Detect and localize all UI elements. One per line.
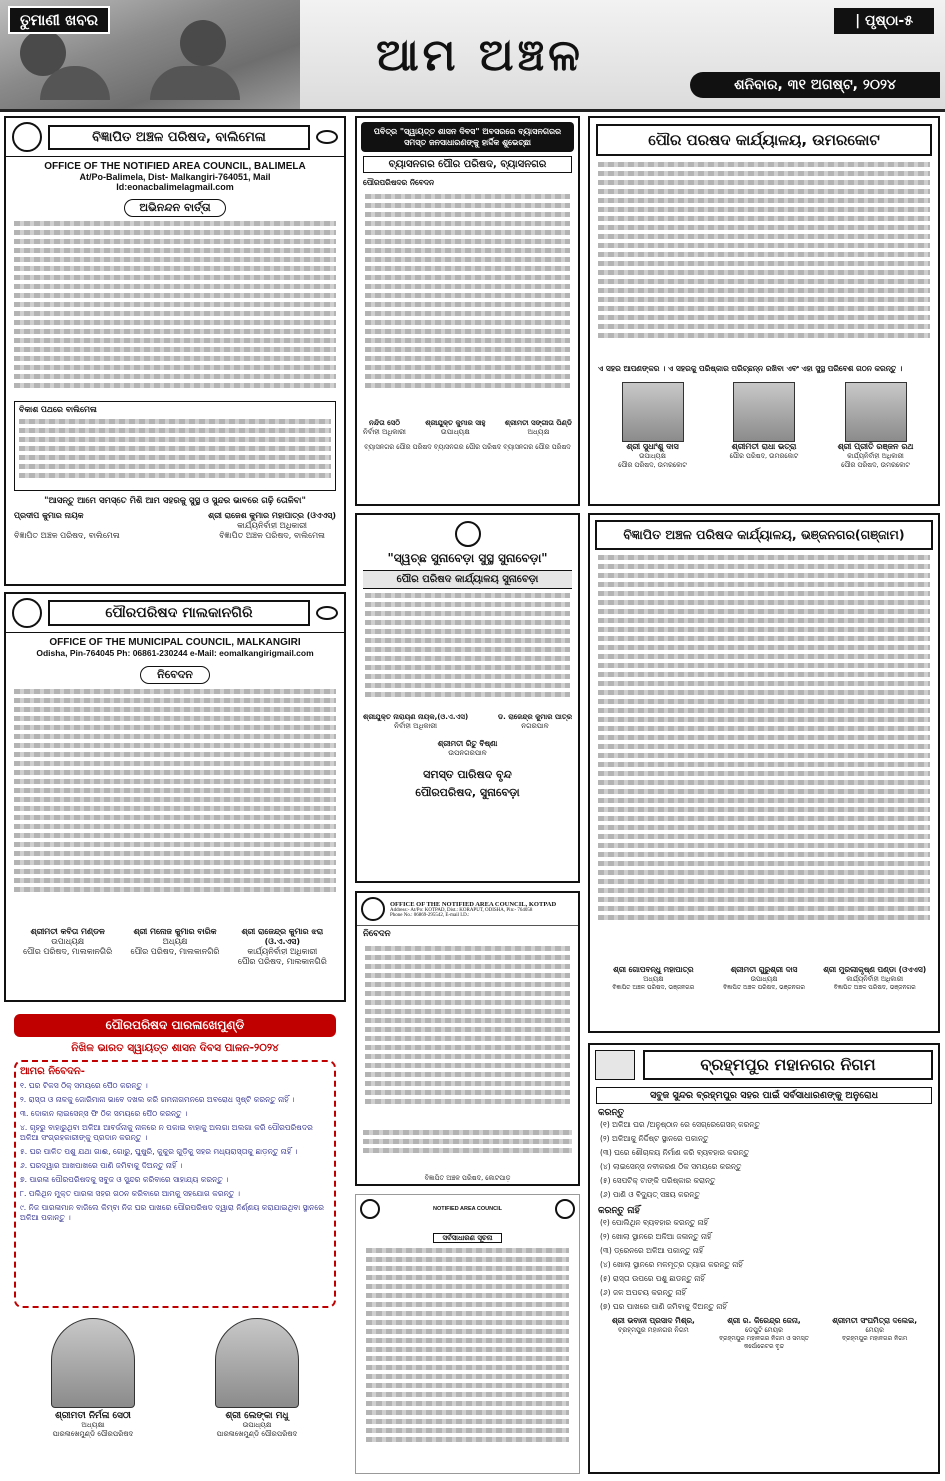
sunabeda-footer2: ପୌରପରିଷଦ, ସୁନାବେଡ଼ା xyxy=(415,786,520,799)
nac-logo-icon xyxy=(360,1199,380,1219)
list-item: ୮. ପଲିଥିନ ମୁକ୍ତ ପାରଳା ସହର ଗଠନ କରିବାରେ ଆମକୁ ସହଯୋଗ କରନ୍ତୁ । xyxy=(20,1189,241,1198)
balimela-body xyxy=(6,221,344,401)
paralakhemundi-p1-org: ପାରଳାଖେମୁଣ୍ଡି ପୌରପରିଷଦ xyxy=(52,1430,134,1438)
sunabeda-sign3-role: ଉପନଗରପାଳ xyxy=(448,749,487,757)
kotpad-signatures xyxy=(357,1130,578,1174)
balimela-notice-head: ବିକାଶ ପଥରେ ବାଲିମେଳା xyxy=(19,405,97,414)
umerkote-p1-role: ଉପାଧ୍ୟକ୍ଷ xyxy=(639,452,666,460)
vyasanagar-sign2-role: ଉପାଧ୍ୟକ୍ଷ xyxy=(440,428,470,436)
brahmapur-sign1-org: ବ୍ରହ୍ମପୁର ମହାନଗର ନିଗମ xyxy=(617,1326,689,1334)
bhanjanagar-sign1-name: ଶ୍ରୀ ଗୋପବନ୍ଧୁ ମହାପାତ୍ର xyxy=(613,965,694,974)
paralakhemundi-notice-head: ଆମର ନିବେଦନ- xyxy=(20,1066,85,1077)
sunabeda-footer1: ସମସ୍ତ ପାରିଷଦ ବୃନ୍ଦ xyxy=(423,768,512,781)
list-item: (୧) ଅଳିଆ ଘର /ଅନୁଷ୍ଠାନ ରେ ସେଗ୍ରେଗେସନ୍ କରନ୍ତୁ xyxy=(600,1120,760,1129)
vyasanagar-sign1-name: ନନ୍ଦିତା ସେଠି xyxy=(369,419,400,427)
list-item: ୧. ଘର ଟିକସ ଠିକ୍ ସମୟରେ ପୈଠ କରନ୍ତୁ । xyxy=(20,1081,148,1090)
bhanjanagar-sign1-role: ଅଧ୍ୟକ୍ଷ xyxy=(643,975,664,983)
list-item: (୬) ପାଣି ଓ ବିଦ୍ୟୁତ୍ ସଞ୍ଚୟ କରନ୍ତୁ xyxy=(600,1190,700,1199)
list-item: ୭. ପାରଳା ପୌରପରିଷଦକୁ ସବୁଜ ଓ ସୁନ୍ଦର କରିବାରେ ସାହାଯ୍ୟ କରନ୍ତୁ । xyxy=(20,1175,229,1184)
paralakhemundi-title: ପୌରପରିଷଦ ପାରଳାଖେମୁଣ୍ଡି xyxy=(14,1014,336,1037)
vyasanagar-subtitle: ପୌରପରିଷଦର ନିବେଦନ xyxy=(363,178,435,187)
tree-shape xyxy=(180,20,226,66)
list-item: (୩) ଡ୍ରେନରେ ଅଳିଆ ପକାନ୍ତୁ ନାହିଁ xyxy=(600,1246,704,1255)
paralakhemundi-subtitle: ନିଖିଳ ଭାରତ ସ୍ୱାୟତ୍ତ ଶାସନ ଦିବସ ପାଳନ-୨୦୨୪ xyxy=(71,1042,279,1054)
list-item: ୫. ଘର ପାଳିତ ପଶୁ ଯଥା ଗାଈ, ଗୋରୁ, ଘୁଷୁରି, କୁକୁର ଗୁଡ଼ିକୁ ସହର ମଧ୍ୟରାସ୍ତାକୁ ଛାଡ଼ନ୍ତୁ ନାହିଁ । xyxy=(20,1147,298,1156)
bhanjanagar-body xyxy=(590,555,938,965)
balimela-sign1-role: ବିଜ୍ଞାପିତ ଅଞ୍ଚଳ ପରିଷଦ, ବାଲିମେଳା xyxy=(14,531,120,540)
kotpad-sig-org: ବିଜ୍ଞାପିତ ଅଞ୍ଚଳ ପରିଷଦ, କୋଟପାଡ଼ xyxy=(424,1174,511,1182)
paralakhemundi-notice xyxy=(14,1060,336,1308)
nac-body xyxy=(356,1248,579,1468)
list-item: (୨) ଅଳିଆକୁ ନିର୍ଦ୍ଦିଷ୍ଟ ସ୍ଥାନରେ ପକାନ୍ତୁ xyxy=(600,1134,709,1143)
list-item: (୫) ରାସ୍ତା ଉପରେ ପଶୁ ଛାଡନ୍ତୁ ନାହିଁ xyxy=(600,1274,705,1283)
brahmapur-sign2-role: ଡେପୁଟି ମେୟର xyxy=(745,1326,783,1334)
balimela-sign1-name: ପ୍ରଦୀପ କୁମାର ନାୟକ xyxy=(14,511,84,520)
paralakhemundi-list xyxy=(20,1081,330,1223)
bhanjanagar-sign3-name: ଶ୍ରୀ ମୁରଲୀକୃଷ୍ଣ ପଣ୍ଡା (ଓଏଏସ) xyxy=(823,965,927,974)
umerkote-p1-org: ପୌର ପରିଷଦ, ଉମରକୋଟ xyxy=(618,461,687,469)
paralakhemundi-ad xyxy=(4,1008,346,1474)
malkangiri-sign1-name: ଶ୍ରୀମତୀ କବିତା ମଣ୍ଡଳ xyxy=(30,927,105,936)
balimela-title: ବିଜ୍ଞାପିତ ଅଞ୍ଚଳ ପରିଷଦ, ବାଲିମେଳା xyxy=(48,125,310,150)
paralakhemundi-p1-role: ଅଧ୍ୟକ୍ଷା xyxy=(81,1421,105,1429)
vyasanagar-body xyxy=(357,194,578,419)
umerkote-p3-role: କାର୍ଯ୍ୟନିର୍ବାହୀ ଅଧିକାରୀ xyxy=(847,452,904,460)
list-item: (୪) ଖୋଲା ସ୍ଥାନରେ ମଳମୂତ୍ର ତ୍ୟାଗ କରନ୍ତୁ ନାହିଁ xyxy=(600,1260,743,1269)
bhanjanagar-sign2-role: ଉପାଧ୍ୟକ୍ଷ xyxy=(750,975,778,983)
sunabeda-sign3-name: ଶ୍ରୀମତୀ ରିତୁ ବିଷ୍ଣା xyxy=(437,739,498,748)
balimela-eng-title: OFFICE OF THE NOTIFIED AREA COUNCIL, BALIMELA xyxy=(44,161,306,172)
kotpad-body xyxy=(357,946,578,1126)
bhanjanagar-ad xyxy=(588,513,940,1033)
odisha-emblem-icon xyxy=(12,598,42,628)
brahmapur-dont-list xyxy=(590,1218,938,1312)
vyasanagar-sign3-name: ଶ୍ରୀମତୀ ସଙ୍ଗୀତା ପିଣ୍ଡି xyxy=(504,419,572,427)
list-item: (୭) ଘର ପାଖରେ ପାଣି ଜମିବାକୁ ଦିଅନ୍ତୁ ନାହିଁ xyxy=(600,1302,727,1311)
date-bar: ଶନିବାର, ୩୧ ଅଗଷ୍ଟ, ୨୦୨୪ xyxy=(690,72,940,98)
lenka-madhu-photo xyxy=(215,1318,299,1408)
list-item: ୩. ଦୋକାନ ଲାଇସେନ୍ସ ଫି ଠିକ ସମୟରେ ପୈଠ କରନ୍ତୁ । xyxy=(20,1109,188,1118)
balimela-sign2-org: ବିଜ୍ଞାପିତ ଅଞ୍ଚଳ ପରିଷଦ, ବାଲିମେଳା xyxy=(219,531,325,540)
umerkote-p2-name: ଶ୍ରୀମତୀ ରାଧା ଭତ୍ରା xyxy=(731,442,797,451)
malkangiri-sign2-name: ଶ୍ରୀ ମନୋଜ କୁମାର ବାରିକ xyxy=(133,927,217,936)
odisha-emblem-icon xyxy=(555,1199,575,1219)
sunabeda-body xyxy=(357,593,578,713)
sudhanshu-das-photo xyxy=(622,382,684,442)
kotpad-phone: Phone No.: 06869-295542, E-mail I.D.: xyxy=(390,912,470,918)
brahmapur-do-head: କରନ୍ତୁ xyxy=(598,1108,625,1118)
odisha-emblem-icon xyxy=(361,897,385,921)
brahmapur-appeal: ସବୁଜ ସୁନ୍ଦର ବ୍ରହ୍ମପୁର ସହର ପାଇଁ ସର୍ବସାଧାରଣଙ୍କୁ ଅନୁରୋଧ xyxy=(596,1087,932,1104)
hut-shape xyxy=(150,66,240,100)
kotpad-address: Address:- At/Po: KOTPAD, Dist.: KORAPUT, ODISHA, Pin:- 764058 xyxy=(390,907,533,913)
nac-header: NOTIFIED AREA COUNCIL xyxy=(433,1206,502,1212)
vyasanagar-sign1-role: ନିର୍ବାହୀ ଅଧିକାରୀ xyxy=(363,428,406,436)
umerkote-p3-org: ପୌର ପରିଷଦ, ଉମରକୋଟ xyxy=(841,461,910,469)
balimela-address: At/Po-Balimela, Dist- Malkangiri-764051, Mail xyxy=(79,172,271,182)
malkangiri-sign2-org: ପୌର ପରିଷଦ, ମାଲକାନଗିରି xyxy=(130,947,220,956)
sunabeda-sign2-name: ଡ. ରାଜେନ୍ଦ୍ର କୁମାର ପାତ୍ର xyxy=(497,713,572,721)
bhanjanagar-title: ବିଜ୍ଞାପିତ ଅଞ୍ଚଳ ପରିଷଦ କାର୍ଯ୍ୟାଳୟ, ଭଞ୍ଜନଗର(ଗଞ୍ଜାମ) xyxy=(595,520,933,550)
brahmapur-sign2-name: ଶ୍ରୀ ର. କିରେନ୍ଦ୍ର ଜେନା, xyxy=(727,1316,801,1325)
vyasanagar-banner: ପବିତ୍ର "ସ୍ୱାୟତ୍ତ ଶାସନ ଦିବସ" ଅବସରରେ ବ୍ୟାସନଗରର ସମସ୍ତ ଜନସାଧାରଣଙ୍କୁ ହାର୍ଦ୍ଦିକ ଶୁଭେଚ୍ଛା xyxy=(361,122,574,152)
masthead xyxy=(0,0,945,112)
list-item: (୫) ସେପଟିକ୍ ଟାଙ୍କି ପରିଷ୍କାର କରାନ୍ତୁ xyxy=(600,1176,716,1185)
malkangiri-body xyxy=(6,689,344,919)
umerkote-title: ପୌର ପରଷଦ କାର୍ଯ୍ୟାଳୟ, ଉମରକୋଟ xyxy=(596,124,932,156)
umerkote-p3-name: ଶ୍ରୀ ପ୍ରୀତି ରଞ୍ଜନ ରଥ xyxy=(837,442,914,451)
umerkote-body xyxy=(590,162,938,362)
brahmapur-dont-head: କରନ୍ତୁ ନାହିଁ xyxy=(598,1206,640,1216)
brahmapur-sign2-org: ବ୍ରହ୍ମପୁର ମହାନଗର ନିଗମ ଓ ସମସ୍ତ କର୍ପୋରେଟର ବୃନ୍ଦ xyxy=(719,1335,809,1350)
page-number: | ପୃଷ୍ଠା-୫ xyxy=(834,8,934,34)
kotpad-ad xyxy=(355,891,580,1186)
kotpad-subtitle: ନିବେଦନ xyxy=(363,929,391,939)
swachh-glasses-icon xyxy=(316,606,338,620)
vyasanagar-sign2-name: ଶ୍ରୀଯୁକ୍ତ କୁମାର ସାହୁ xyxy=(425,419,486,427)
balimela-notice-box xyxy=(14,401,336,491)
paralakhemundi-p2-role: ଉପାଧ୍ୟକ୍ଷ xyxy=(242,1421,272,1429)
brahmapur-sign3-role: ମେୟର xyxy=(865,1326,884,1334)
balimela-sign2-role: କାର୍ଯ୍ୟନିର୍ବାହୀ ଅଧିକାରୀ xyxy=(237,521,307,530)
kotpad-header: OFFICE OF THE NOTIFIED AREA COUNCIL, KOTPAD xyxy=(390,900,557,908)
list-item: ୪. ଗୃହରୁ ବାହାରୁଥିବା ଅଳିଆ ଆବର୍ଜନାକୁ ନାଳରେ ନ ପକାଇ ବାହାକୁ ଅଲଗା ଅଲଗା କରି ପୌରପରିଷଦର ଅଳିଆ ସଂଗ୍ରହକାରୀଙ୍କୁ ପ୍ରଦାନ କରନ୍ତୁ । xyxy=(20,1123,313,1142)
priti-ranjan-rath-photo xyxy=(845,382,907,442)
malkangiri-sign1-org: ପୌର ପରିଷଦ, ମାଲକାନଗିରି xyxy=(23,947,113,956)
list-item: (୩) ଘରେ ଶୌଚାଳୟ ନିର୍ମାଣ କରି ବ୍ୟବହାର କରନ୍ତୁ xyxy=(600,1148,750,1157)
bhanjanagar-sign3-role: କାର୍ଯ୍ୟନିର୍ବାହୀ ଅଧିକାରୀ xyxy=(846,975,904,983)
vyasanagar-ad xyxy=(355,116,580,506)
balimela-email: Id:eonacbalimelagmail.com xyxy=(116,182,234,192)
sunabeda-ad xyxy=(355,513,580,883)
list-item: ୨. ରାସ୍ତା ଓ ନାଳକୁ ଜୋରିମାନା ଭାବେ ଦଖଲ କରି ଗମନାଗମନରେ ଅବରୋଧ ସୃଷ୍ଟି କରନ୍ତୁ ନାହିଁ । xyxy=(20,1095,295,1104)
bhanjanagar-sign3-org: ବିଜ୍ଞାପିତ ଅଞ୍ଚଳ ପରିଷଦ, ଭଞ୍ଜନଗର xyxy=(833,984,916,991)
malkangiri-eng-title: OFFICE OF THE MUNICIPAL COUNCIL, MALKANGIRI xyxy=(49,637,301,648)
list-item: (୪) ଲାଇସେନ୍ସ ନବୀକରଣ ଠିକ ସମୟରେ କରନ୍ତୁ xyxy=(600,1162,742,1171)
brahmapur-logo-icon xyxy=(595,1050,635,1080)
vyasanagar-sign3-role: ଅଧ୍ୟକ୍ଷ xyxy=(527,428,550,436)
balimela-ad xyxy=(4,116,346,586)
brahmapur-sign3-org: ବ୍ରହ୍ମପୁର ମହାନଗର ନିଗମ xyxy=(842,1335,908,1342)
brahmapur-title: ବ୍ରହ୍ମପୁର ମହାନଗର ନିଗମ xyxy=(643,1050,933,1080)
nac-notice-ad xyxy=(355,1194,580,1474)
paralakhemundi-p1-name: ଶ୍ରୀମତୀ ନିର୍ମଳା ସେଠୀ xyxy=(55,1411,131,1421)
brahmapur-do-list xyxy=(590,1120,938,1200)
section-tag: ତୁମାଣୀ ଖବର xyxy=(8,6,110,34)
balimela-sign2-name: ଶ୍ରୀ ରାଜେଶ କୁମାର ମହାପାତ୍ର (ଓଏଏସ୍) xyxy=(208,511,336,520)
malkangiri-sign2-role: ଅଧ୍ୟକ୍ଷ xyxy=(162,937,188,946)
paralakhemundi-p2-org: ପାରଳାଖେମୁଣ୍ଡି ପୌରପରିଷଦ xyxy=(216,1430,298,1438)
vyasanagar-title: ବ୍ୟାସନଗର ପୌର ପରିଷଦ, ବ୍ୟାସନଗର xyxy=(363,156,572,173)
sunabeda-sign1-role: ନିର୍ବାହୀ ଅଧିକାରୀ xyxy=(394,722,438,730)
umerkote-p2-role: ପୌର ପରିଷଦ, ଉମରକୋଟ xyxy=(729,452,799,460)
bhanjanagar-sign2-name: ଶ୍ରୀମତୀ ଗୁରୁଶ୍ରୀ ଦାସ xyxy=(730,965,798,974)
list-item: (୬) ଜଳ ଅପଚୟ କରନ୍ତୁ ନାହିଁ xyxy=(600,1288,686,1297)
malkangiri-sign3-org: ପୌର ପରିଷଦ, ମାଲକାନଗିରି xyxy=(237,957,327,966)
nirmala-sethi-photo xyxy=(51,1318,135,1408)
malkangiri-subtitle: ନିବେଦନ xyxy=(140,666,210,684)
list-item: (୨) ଖୋଲା ସ୍ଥାନରେ ଅଳିଆ ଜଳାନ୍ତୁ ନାହିଁ xyxy=(600,1232,712,1241)
balimela-subtitle: ଅଭିନନ୍ଦନ ବାର୍ତ୍ତା xyxy=(124,199,225,217)
malkangiri-sign3-role: କାର୍ଯ୍ୟନିର୍ବାହୀ ଅଧିକାରୀ xyxy=(247,947,318,956)
malkangiri-address: Odisha, Pin-764045 Ph: 06861-230244 e-Mail: eomalkangirigmail.com xyxy=(36,648,314,658)
list-item: ୬. ଘରଦ୍ୱାର ଆଖପାଖରେ ପାଣି ଜମିବାକୁ ଦିଅନ୍ତୁ ନାହିଁ । xyxy=(20,1161,183,1170)
balimela-slogan: "ଆସନ୍ତୁ ଆମେ ସମସ୍ତେ ମିଶି ଆମ ସହରକୁ ସୁସ୍ଥ ଓ ସୁନ୍ଦର ଭାବରେ ଗଢ଼ି ତୋଳିବା" xyxy=(44,496,306,506)
brahmapur-sign3-name: ଶ୍ରୀମତୀ ସଂଘମିତ୍ରା ଦଲେଇ, xyxy=(832,1316,918,1325)
malkangiri-sign1-role: ଉପାଧ୍ୟକ୍ଷ xyxy=(51,937,85,946)
malkangiri-ad xyxy=(4,592,346,1002)
nac-subtitle: ସର୍ବସାଧାରଣ ସୂଚନା xyxy=(433,1233,501,1243)
swachh-glasses-icon xyxy=(316,130,338,144)
vyasanagar-footer: ବ୍ୟାସନଗର ପୌର ପରିଷଦ ବ୍ୟାସନଗର ପୌର ପରିଷଦ ବ୍ୟାସନଗର ପୌର ପରିଷଦ xyxy=(364,443,571,451)
radha-bhatra-photo xyxy=(733,382,795,442)
sunabeda-logo-icon xyxy=(455,521,481,547)
brahmapur-sign1-name: ଶ୍ରୀ ଭବାନୀ ପ୍ରସାଦ ମିଶ୍ର, xyxy=(611,1316,695,1325)
paralakhemundi-p2-name: ଶ୍ରୀ ଲେଙ୍କା ମଧୁ xyxy=(225,1411,289,1421)
odisha-emblem-icon xyxy=(12,122,42,152)
umerkote-closing: ଏ ସହର ଆପଣଙ୍କର । ଏ ସହରକୁ ପରିଷ୍କାର ପରିଚ୍ଛନ୍ନ ରଖିବା ଏବଂ ଏହା ସୁସ୍ଥ ପରିବେଶ ଗଠନ କରନ୍ତୁ । xyxy=(598,364,903,373)
brahmapur-ad xyxy=(588,1043,940,1474)
bhanjanagar-sign2-org: ବିଜ୍ଞାପିତ ଅଞ୍ଚଳ ପରିଷଦ, ଭଞ୍ଜନଗର xyxy=(723,984,805,991)
sunabeda-sign1-name: ଶ୍ରୀଯୁକ୍ତ ନାରାୟଣ ନାୟକ,(ଓ.ଏ.ଏସ) xyxy=(363,713,469,721)
sunabeda-sign2-role: ନଗରପାଳ xyxy=(521,722,549,730)
sunabeda-slogan: "ସ୍ୱଚ୍ଛ ସୁନାବେଡ଼ା ସୁସ୍ଥ ସୁନାବେଡ଼ା" xyxy=(387,551,548,565)
bhanjanagar-sign1-org: ବିଜ୍ଞାପିତ ଅଞ୍ଚଳ ପରିଷଦ, ଭଞ୍ଜନଗର xyxy=(612,984,695,991)
list-item: (୧) ପୋଲିଥିନ ବ୍ୟବହାର କରନ୍ତୁ ନାହିଁ xyxy=(600,1218,709,1227)
umerkote-ad xyxy=(588,116,940,506)
sunabeda-title: ପୌର ପରିଷଦ କାର୍ଯ୍ୟାଳୟ ସୁନାବେଡ଼ା xyxy=(363,570,572,589)
malkangiri-title: ପୌରପରିଷଦ ମାଲକାନଗିରି xyxy=(48,600,310,626)
malkangiri-sign3-name: ଶ୍ରୀ ରାଜେନ୍ଦ୍ର କୁମାର ଝରା (ଓ.ଏ.ଏସ) xyxy=(241,927,324,946)
page-title: ଆମ ଅଞ୍ଚଳ xyxy=(376,30,584,81)
list-item: ୯. ନିଜ ପାରଳାମାନ ବାଜିଲେ କିମ୍ବା ନିଜ ଘର ପାଖରେ ପୌରପରିଷଦ ଦ୍ୱାରା ନିର୍ଣ୍ଣୟ କରାଯାଇଥିବା ସ୍ଥାନରେ ଅଳିଆ ପକାନ୍ତୁ । xyxy=(20,1203,324,1222)
umerkote-p1-name: ଶ୍ରୀ ସୁଧାଂଶୁ ଦାସ xyxy=(626,442,679,451)
